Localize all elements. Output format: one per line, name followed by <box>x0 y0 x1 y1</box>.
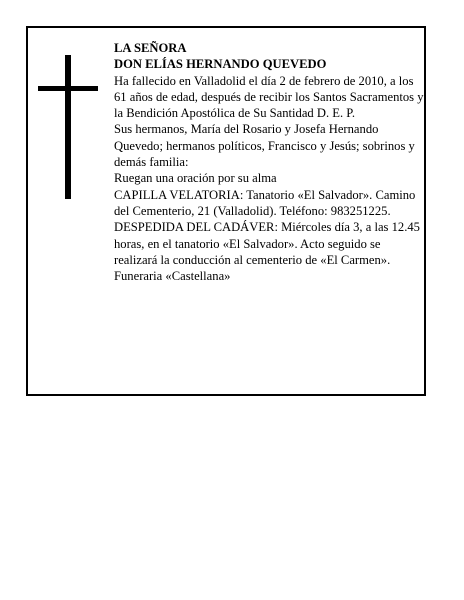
cross-vertical-bar <box>65 55 71 199</box>
latin-cross-icon <box>38 55 98 199</box>
obituary-heading-name: DON ELÍAS HERNANDO QUEVEDO <box>114 57 327 72</box>
obituary-family-paragraph: Sus hermanos, María del Rosario y Josefa Hernando Quevedo; hermanos políticos, Francisco y Jesús; sobrinos y demás familia: <box>114 122 415 170</box>
cross-horizontal-bar <box>38 86 98 91</box>
obituary-death-paragraph: Ha fallecido en Valladolid el día 2 de febrero de 2010, a los 61 años de edad, después de recibir los Santos Sacramentos y la Bendición Apostólica de Su Santidad D. E. P. <box>114 73 424 121</box>
obituary-prayer-paragraph: Ruegan una oración por su alma <box>114 171 277 186</box>
obituary-farewell-paragraph: DESPEDIDA DEL CADÁVER: Miércoles día 3, a las 12.45 horas, en el tanatorio «El Salvador». Acto seguido se realizará la conducción al cementerio de «El Carmen». <box>114 220 420 267</box>
obituary-funeral-home: Funeraria «Castellana» <box>114 269 231 284</box>
obituary-chapel-paragraph: CAPILLA VELATORIA: Tanatorio «El Salvador». Camino del Cementerio, 21 (Valladolid). Teléfono: 983251225. <box>114 187 416 218</box>
obituary-notice <box>26 26 426 396</box>
obituary-text <box>114 40 426 284</box>
obituary-heading-title: LA SEÑORA <box>114 41 187 55</box>
